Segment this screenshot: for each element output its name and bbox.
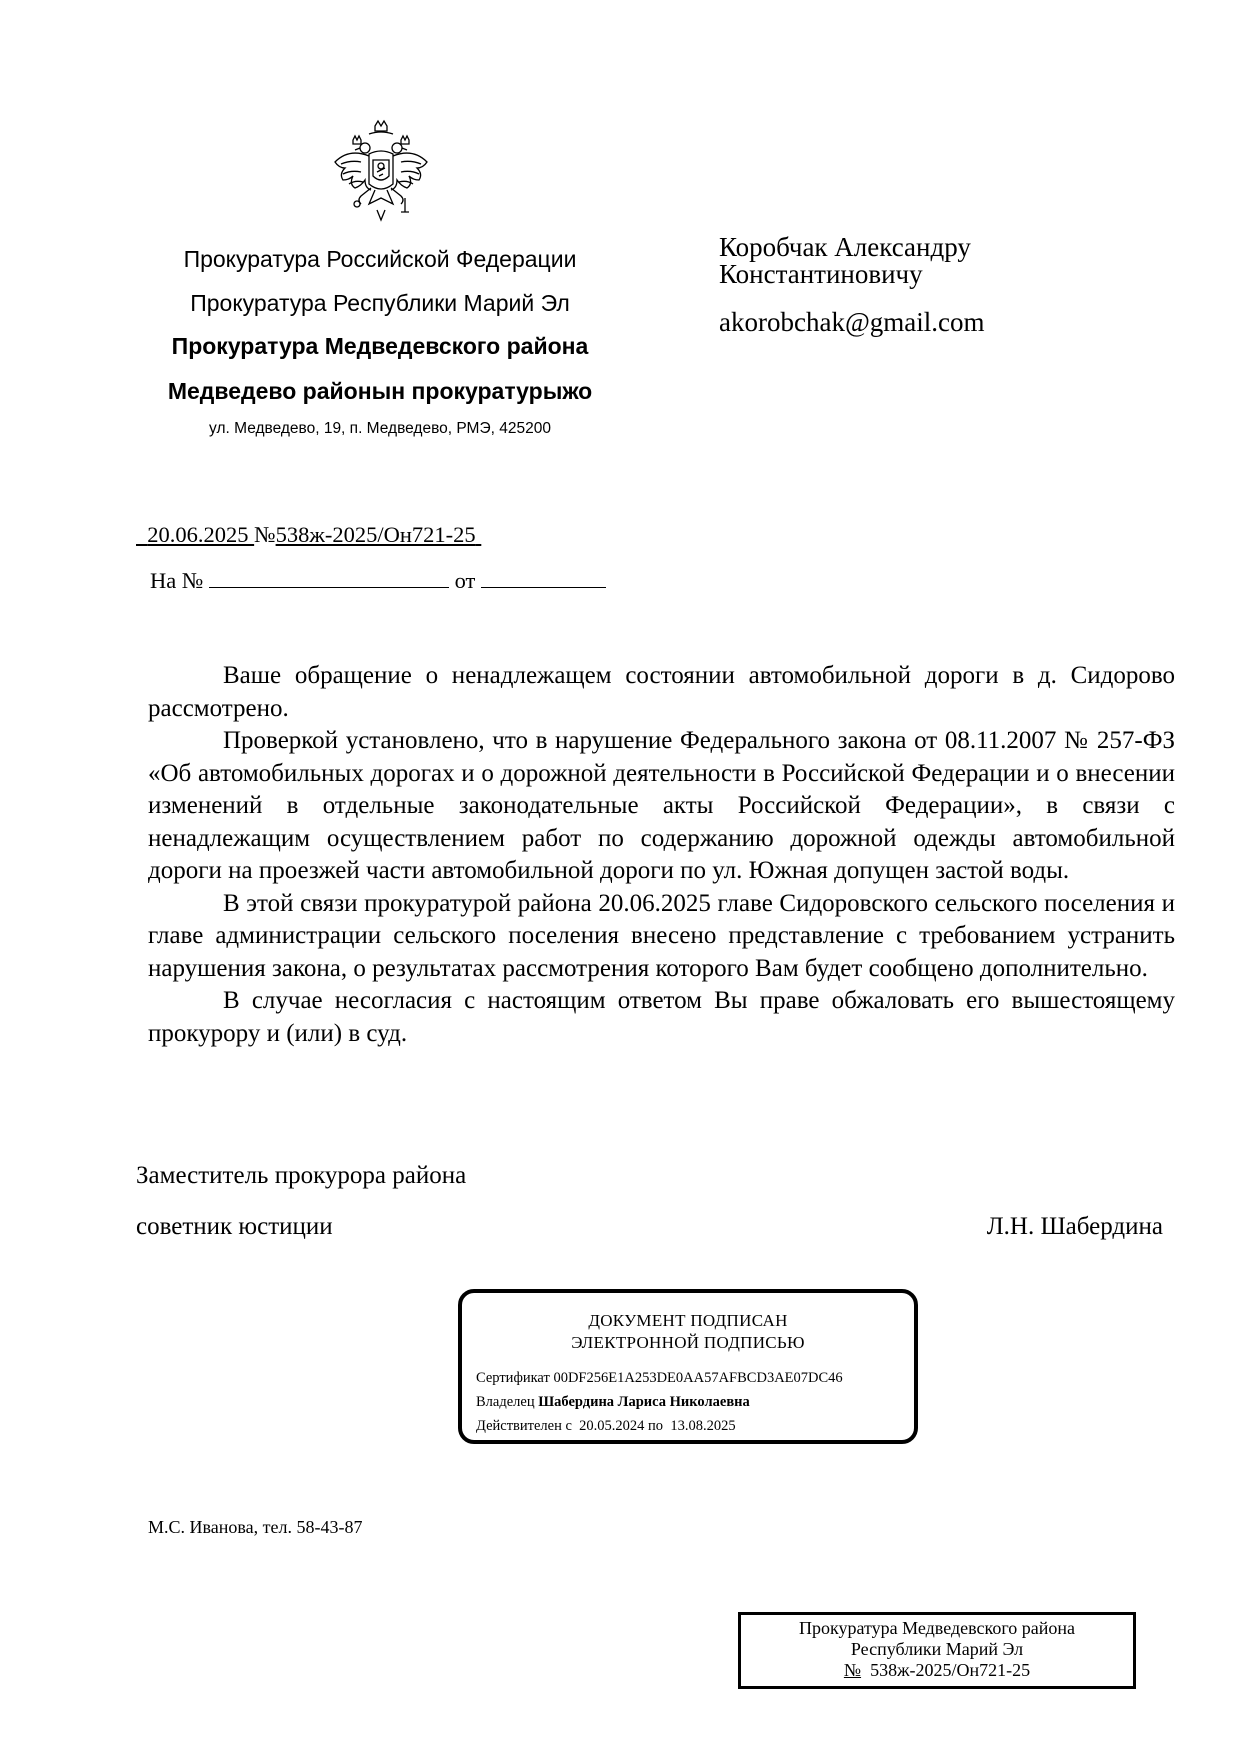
reg-box-number: № 538ж-2025/Он721-25 bbox=[843, 1660, 1031, 1680]
registration-stamp-box bbox=[738, 1612, 1136, 1689]
signer-name: Л.Н. Шабердина bbox=[986, 1213, 1163, 1240]
in-reply-date-blank bbox=[481, 567, 606, 588]
body-paragraph: Ваше обращение о ненадлежащем состоянии автомобильной дороги в д. Сидорово рассмотрено. bbox=[148, 662, 1175, 722]
reg-date: 20.06.2025 bbox=[147, 522, 249, 547]
reg-box-line2: Республики Марий Эл bbox=[850, 1639, 1024, 1659]
e-signature-stamp bbox=[458, 1289, 918, 1444]
reg-number: 538ж-2025/Он721-25 bbox=[275, 522, 476, 547]
signer-rank: советник юстиции bbox=[136, 1213, 333, 1240]
outgoing-registration bbox=[136, 522, 481, 548]
in-reply-from-label: от bbox=[454, 568, 476, 593]
org-name-republic: Прокуратура Республики Марий Эл bbox=[190, 290, 570, 316]
body-paragraph: В случае несогласия с настоящим ответом Вы праве обжаловать его вышестоящему прокурору и (или) в суд. bbox=[148, 987, 1175, 1047]
org-name-federal: Прокуратура Российской Федерации bbox=[183, 246, 577, 272]
letter-body bbox=[148, 660, 1175, 1050]
reg-box-line1: Прокуратура Медведевского района bbox=[799, 1618, 1075, 1638]
org-name-district-mari: Медведево районын прокуратурыжо bbox=[167, 378, 593, 404]
e-signature-validity: Действителен с 20.05.2024 по 13.08.2025 bbox=[476, 1418, 736, 1434]
e-signature-title-line2: ЭЛЕКТРОННОЙ ПОДПИСЬЮ bbox=[571, 1333, 805, 1352]
e-signature-certificate: Сертификат 00DF256E1A253DE0AA57AFBCD3AE07DC46 bbox=[476, 1370, 843, 1386]
in-reply-line bbox=[150, 567, 606, 594]
recipient-email: akorobchak@gmail.com bbox=[719, 307, 985, 337]
body-paragraph: В этой связи прокуратурой района 20.06.2025 главе Сидоровского сельского поселения и главе администрации сельского поселения внесено представление с требованием устранить нарушения закона, о результатах рассмотрения которого Вам будет сообщено дополнительно. bbox=[148, 889, 1175, 982]
in-reply-number-blank bbox=[209, 567, 449, 588]
recipient-name-line2: Константиновичу bbox=[719, 259, 923, 289]
in-reply-label: На № bbox=[150, 568, 204, 593]
recipient-name-line1: Коробчак Александру bbox=[719, 232, 971, 262]
e-signature-owner: Владелец Шабердина Лариса Николаевна bbox=[476, 1394, 750, 1410]
org-name-district: Прокуратура Медведевского района bbox=[171, 333, 589, 359]
body-paragraph: Проверкой установлено, что в нарушение Федерального закона от 08.11.2007 № 257-ФЗ «Об автомобильных дорогах и о дорожной деятельности в Российской Федерации и о внесении изменений в отдельные законодательные акты Российской Федерации», в связи с ненадлежащим осуществлением работ по содержанию дорожной одежды автомобильной дороги на проезжей части автомобильной дороги по ул. Южная допущен застой воды. bbox=[148, 727, 1175, 884]
e-signature-title-line1: ДОКУМЕНТ ПОДПИСАН bbox=[588, 1311, 788, 1330]
org-address: ул. Медведево, 19, п. Медведево, РМЭ, 425200 bbox=[209, 420, 551, 437]
coat-of-arms-icon bbox=[331, 118, 431, 230]
executor-contact: М.С. Иванова, тел. 58-43-87 bbox=[148, 1517, 363, 1537]
reg-number-sign: № bbox=[254, 522, 276, 547]
signer-position: Заместитель прокурора района bbox=[136, 1162, 467, 1189]
